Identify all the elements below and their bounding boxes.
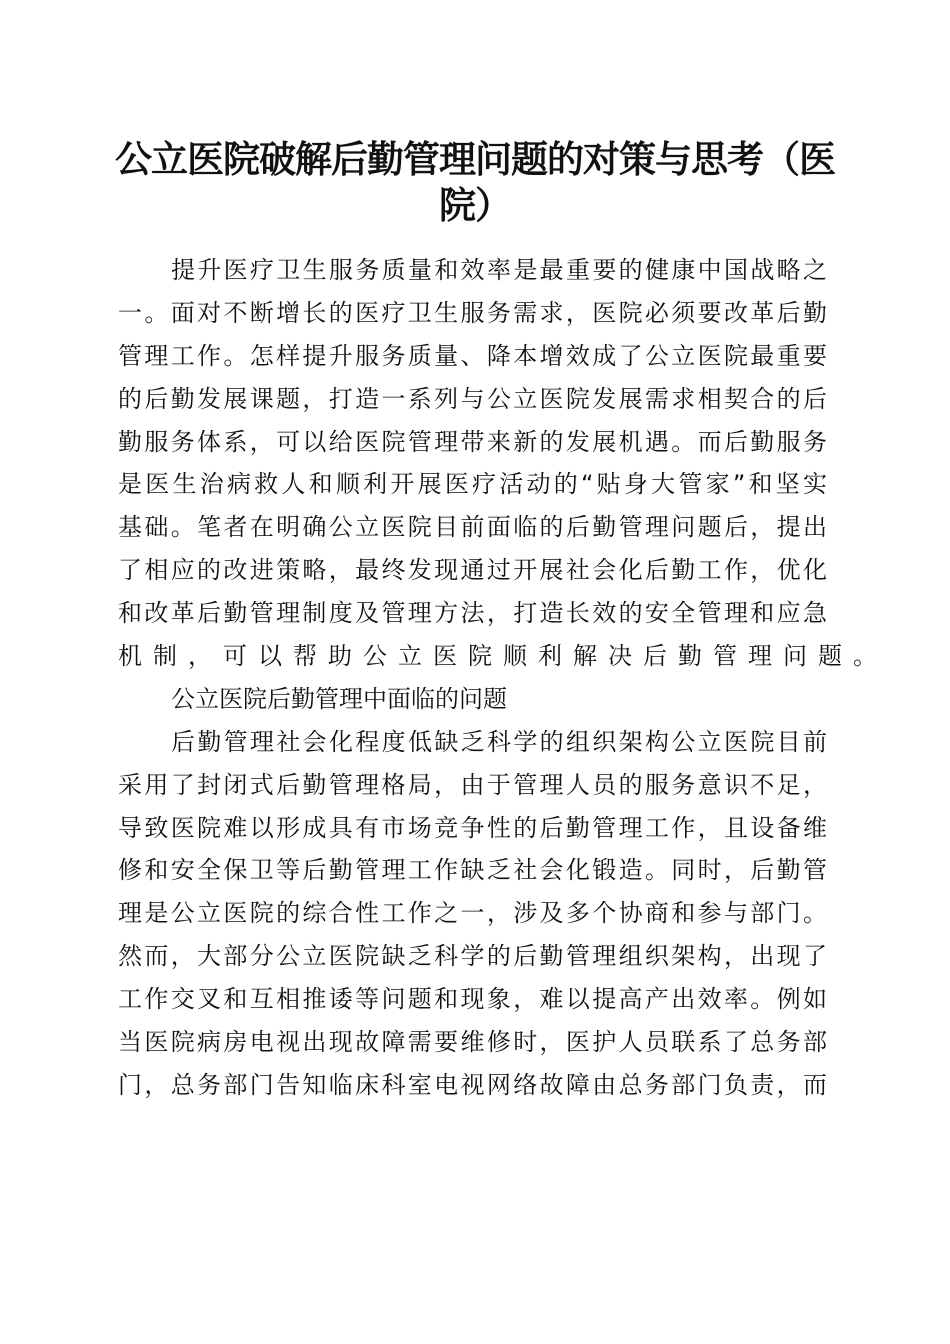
text-line: 机制，可以帮助公立医院顺利解决后勤管理问题。 <box>118 642 888 671</box>
text-line: 然而，大部分公立医院缺乏科学的后勤管理组织架构，出现了 <box>118 942 827 971</box>
text-line: 理是公立医院的综合性工作之一，涉及多个协商和参与部门。 <box>118 899 827 928</box>
paragraph-problems <box>118 721 827 1107</box>
section-heading <box>118 678 827 721</box>
text-line: 和改革后勤管理制度及管理方法，打造长效的安全管理和应急 <box>118 599 827 628</box>
text-line: 的后勤发展课题，打造一系列与公立医院发展需求相契合的后 <box>118 384 827 413</box>
text-line: 工作交叉和互相推诿等问题和现象，难以提高产出效率。例如 <box>118 985 827 1014</box>
text-line: 一。面对不断增长的医疗卫生服务需求，医院必须要改革后勤 <box>118 298 827 327</box>
text-line: 管理工作。怎样提升服务质量、降本增效成了公立医院最重要 <box>118 341 827 370</box>
text-line: 勤服务体系，可以给医院管理带来新的发展机遇。而后勤服务 <box>118 427 827 456</box>
text-line: 基础。笔者在明确公立医院目前面临的后勤管理问题后，提出 <box>118 513 827 542</box>
title-line: 院） <box>439 183 511 227</box>
text-line: 导致医院难以形成具有市场竞争性的后勤管理工作，且设备维 <box>118 813 827 842</box>
document-title <box>110 136 840 228</box>
paragraph-intro <box>118 249 888 678</box>
text-line: 修和安全保卫等后勤管理工作缺乏社会化锻造。同时，后勤管 <box>118 856 827 885</box>
document-body <box>118 249 888 1107</box>
text-line: 采用了封闭式后勤管理格局，由于管理人员的服务意识不足， <box>118 770 827 799</box>
text-line: 门，总务部门告知临床科室电视网络故障由总务部门负责，而 <box>118 1070 827 1099</box>
text-line: 提升医疗卫生服务质量和效率是最重要的健康中国战略之 <box>171 256 827 284</box>
section-heading-text: 公立医院后勤管理中面临的问题 <box>171 684 507 713</box>
title-line: 公立医院破解后勤管理问题的对策与思考（医 <box>115 137 835 181</box>
text-line: 当医院病房电视出现故障需要维修时，医护人员联系了总务部 <box>118 1028 827 1057</box>
text-line: 后勤管理社会化程度低缺乏科学的组织架构公立医院目前 <box>171 727 827 756</box>
text-line: 了相应的改进策略，最终发现通过开展社会化后勤工作，优化 <box>118 556 827 585</box>
text-line: 是医生治病救人和顺利开展医疗活动的“贴身大管家”和坚实 <box>118 470 827 499</box>
